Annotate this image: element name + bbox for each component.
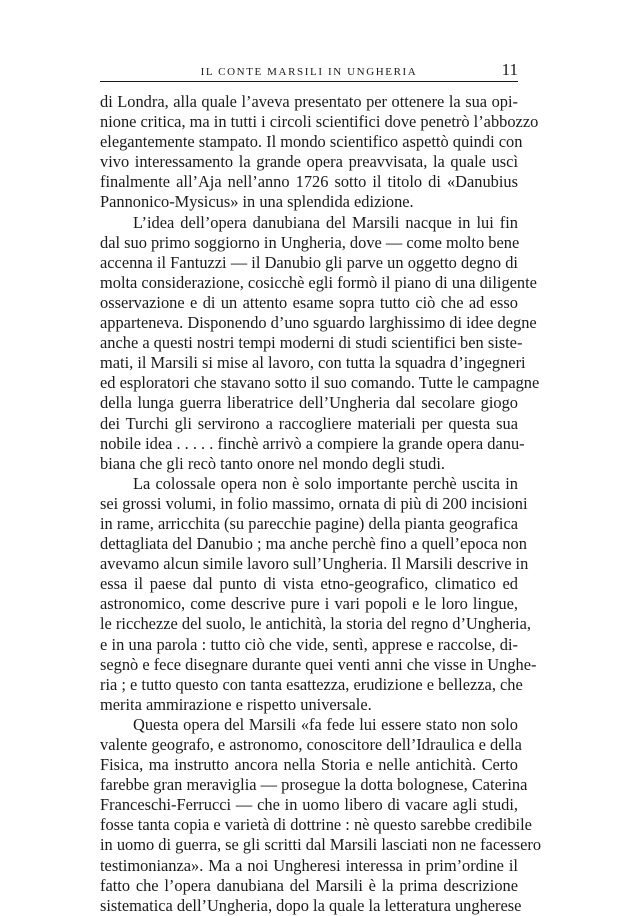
text-line: finalmente all’Aja nell’anno 1726 sotto il titolo di «Danubius: [100, 172, 518, 192]
text-line: dei Turchi gli servirono a raccogliere materiali per questa sua: [100, 413, 518, 433]
text-line: La colossale opera non è solo importante perchè uscita in: [133, 473, 518, 493]
text-line: fatto che l’opera danubiana del Marsili è la prima descrizione: [100, 875, 518, 895]
text-line: mati, il Marsili si mise al lavoro, con tutta la squadra d’ingegneri: [100, 353, 526, 373]
text-line: le ricchezze del suolo, le antichità, la storia del regno d’Ungheria,: [100, 614, 531, 634]
text-line: dettagliata del Danubio ; ma anche perchè fino a quell’epoca non: [100, 534, 527, 554]
text-line: apparteneva. Disponendo d’uno sguardo larghissimo di idee degne: [100, 313, 537, 333]
text-line: L’idea dell’opera danubiana del Marsili nacque in lui fin: [133, 212, 518, 232]
page-number: 11: [501, 60, 518, 79]
text-line: anche a questi nostri tempi moderni di studi scientifici ben siste-: [100, 333, 523, 353]
text-line: Pannonico-Mysicus» in una splendida edizione.: [100, 192, 414, 212]
text-line: biana che gli recò tanto onore nel mondo degli studi.: [100, 453, 446, 473]
running-title: IL CONTE MARSILI IN UNGHERIA: [200, 66, 418, 78]
text-line: in uomo di guerra, se gli scritti dal Marsili lasciati non ne facessero: [100, 835, 542, 855]
text-line: ria ; e tutto questo con tanta esattezza, erudizione e bellezza, che: [100, 674, 523, 694]
text-line: essa il paese dal punto di vista etno-geografico, climatico ed: [100, 574, 518, 594]
text-line: della lunga guerra liberatrice dell’Ungheria dal secolare giogo: [100, 393, 518, 413]
text-line: Franceschi-Ferrucci — che in uomo libero di vacare agli studi,: [100, 795, 518, 815]
page-header: [100, 60, 518, 80]
text-line: in rame, arricchita (su parecchie pagine) della pianta geografica: [100, 513, 518, 533]
text-line: avevamo alcun simile lavoro sull’Ungheria. Il Marsili descrive in: [100, 554, 529, 574]
text-line: merita ammirazione e rispetto universale.: [100, 694, 372, 714]
text-line: segnò e fece disegnare durante quei venti anni che visse in Unghe-: [100, 654, 537, 674]
text-line: elegantemente stampato. Il mondo scientifico aspettò quindi con: [100, 132, 523, 152]
text-line: sistematica dell’Ungheria, dopo la quale la letteratura ungherese: [100, 895, 522, 915]
text-line: molta considerazione, cosicchè egli formò il piano di una diligente: [100, 272, 537, 292]
text-line: Fisica, ma instrutto ancora nella Storia e nelle antichità. Certo: [100, 755, 518, 775]
text-line: ed esploratori che stavano sotto il suo comando. Tutte le campagne: [100, 373, 540, 393]
text-line: osservazione e di un attento esame sopra tutto ciò che ad esso: [100, 292, 518, 312]
text-line: di Londra, alla quale l’aveva presentato per ottenere la sua opi-: [100, 92, 518, 111]
text-line: sei grossi volumi, in folio massimo, ornata di più di 200 incisioni: [100, 493, 528, 513]
text-line: fosse tanta copia e varietà di dottrine : nè questo sarebbe credibile: [100, 815, 532, 835]
text-line: dal suo primo soggiorno in Ungheria, dove — come molto bene: [100, 232, 520, 252]
text-line: e in una parola : tutto ciò che vide, sentì, apprese e raccolse, di-: [100, 634, 518, 654]
text-line: valente geografo, e astronomo, conoscitore dell’Idraulica e della: [100, 735, 522, 754]
text-line: testimonianza». Ma a noi Ungheresi interessa in prim’ordine il: [100, 855, 518, 875]
text-line: accenna il Fantuzzi — il Danubio gli parve un oggetto degno di: [100, 252, 518, 272]
body-text: [100, 92, 542, 916]
text-line: astronomico, come descrive pure i vari popoli e le loro lingue,: [100, 594, 518, 614]
header-rule: [100, 81, 518, 82]
text-line: nione critica, ma in tutti i circoli scientifici dove penetrò l’abbozzo: [100, 112, 539, 132]
text-line: farebbe gran meraviglia — prosegue la dotta bolognese, Caterina: [100, 775, 528, 795]
text-line: nobile idea . . . . . finchè arrivò a compiere la grande opera danu-: [100, 433, 525, 453]
text-line: vivo interessamento la grande opera preavvisata, la quale uscì: [100, 152, 518, 172]
text-line: Questa opera del Marsili «fa fede lui essere stato non solo: [133, 714, 518, 734]
